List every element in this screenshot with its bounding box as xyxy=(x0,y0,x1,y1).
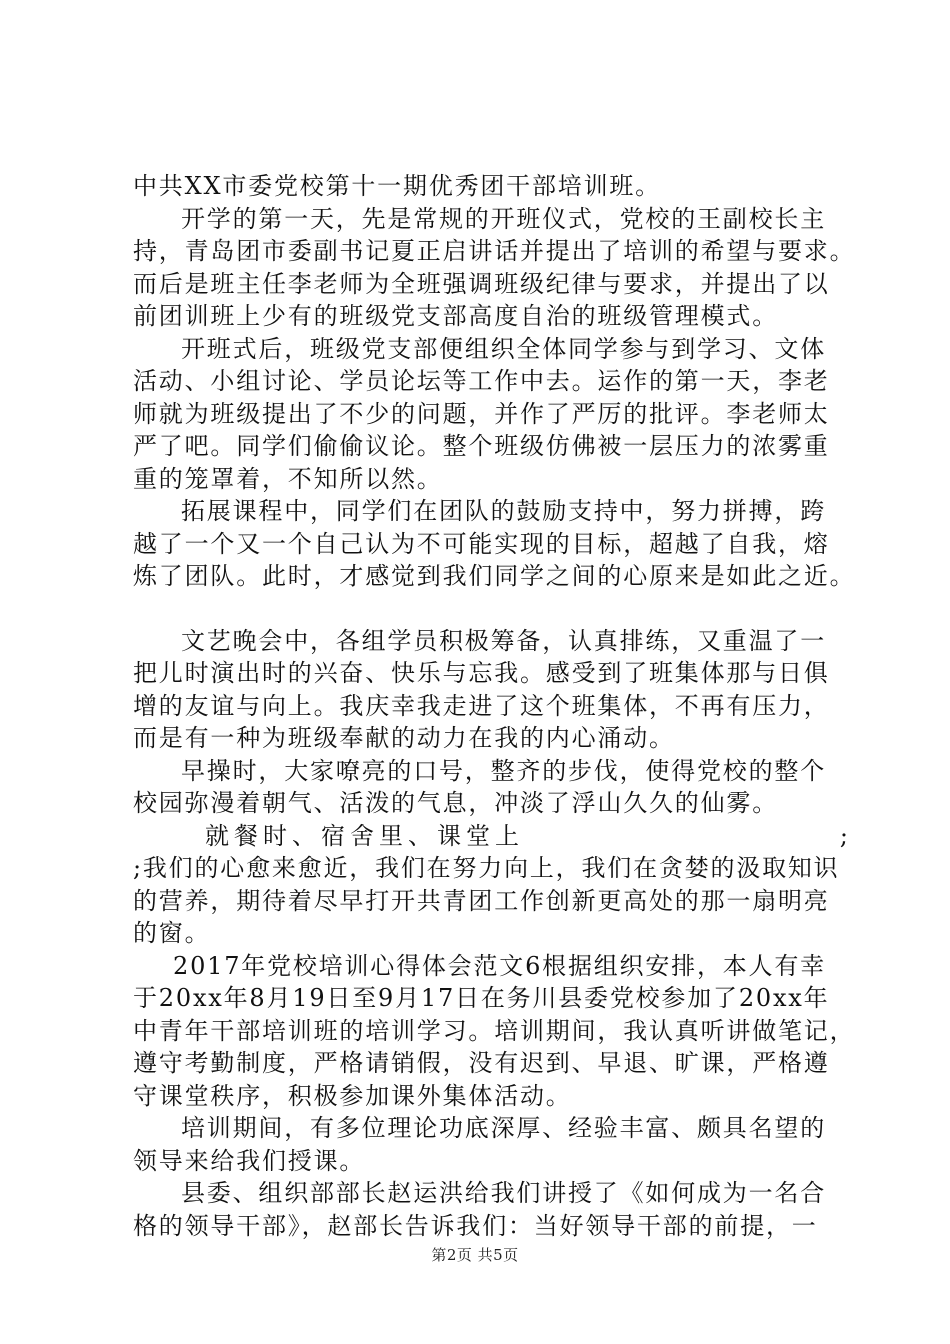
text-line: 县委、组织部部长赵运洪给我们讲授了《如何成为一名合 xyxy=(181,1179,826,1207)
text-line: 严了吧。同学们偷偷议论。整个班级仿佛被一层压力的浓雾重 xyxy=(133,432,830,460)
text-line: 师就为班级提出了不少的问题，并作了严厉的批评。李老师太 xyxy=(133,399,830,428)
text-line: 持，青岛团市委副书记夏正启讲话并提出了培训的希望与要求。 xyxy=(133,237,856,265)
page-number-footer: 第2页 共5页 xyxy=(431,1246,519,1264)
text-line: 中青年干部培训班的培训学习。培训期间，我认真听讲做笔记， xyxy=(133,1016,856,1045)
text-line: 前团训班上少有的班级党支部高度自治的班级管理模式。 xyxy=(133,302,778,330)
text-line: 重的笼罩着，不知所以然。 xyxy=(133,464,443,493)
text-line: 早操时，大家嘹亮的口号，整齐的步伐，使得党校的整个 xyxy=(181,756,826,785)
text-line: 而是有一种为班级奉献的动力在我的内心涌动。 xyxy=(133,724,675,752)
paragraph-gap xyxy=(133,593,853,625)
text-line: 2017年党校培训心得体会范文6根据组织安排，本人有幸 xyxy=(173,951,826,980)
text-segment: ; xyxy=(839,821,853,850)
text-line: 的营养，期待着尽早打开共青团工作创新更高处的那一扇明亮 xyxy=(133,886,830,915)
text-line: 越了一个又一个自己认为不可能实现的目标，超越了自我，熔 xyxy=(133,529,830,558)
document-body xyxy=(133,170,856,1242)
text-line: 炼了团队。此时，才感觉到我们同学之间的心原来是如此之近。 xyxy=(133,562,856,590)
text-line: 把儿时演出时的兴奋、快乐与忘我。感受到了班集体那与日俱 xyxy=(133,659,830,687)
text-line: 拓展课程中，同学们在团队的鼓励支持中，努力拼搏，跨 xyxy=(181,497,826,525)
text-line: 开班式后，班级党支部便组织全体同学参与到学习、文体 xyxy=(181,334,826,363)
text-line: 开学的第一天，先是常规的开班仪式，党校的王副校长主 xyxy=(181,204,826,233)
text-line: 格的领导干部》，赵部长告诉我们：当好领导干部的前提，一 xyxy=(133,1211,818,1240)
text-line: 的窗。 xyxy=(133,919,211,947)
text-line-spread xyxy=(133,820,853,853)
text-segment: 就餐时、宿舍里、课堂上 xyxy=(205,821,524,850)
text-line: 守课堂秩序，积极参加课外集体活动。 xyxy=(133,1081,572,1110)
text-line: 遵守考勤制度，严格请销假，没有迟到、早退、旷课，严格遵 xyxy=(133,1049,830,1077)
text-line: 培训期间，有多位理论功底深厚、经验丰富、颇具名望的 xyxy=(181,1114,826,1142)
text-line: 于20xx年8月19日至9月17日在务川县委党校参加了20xx年 xyxy=(133,984,830,1012)
text-line: 领导来给我们授课。 xyxy=(133,1146,366,1175)
text-line: 中共XX市委党校第十一期优秀团干部培训班。 xyxy=(133,172,661,200)
text-line: 活动、小组讨论、学员论坛等工作中去。运作的第一天，李老 xyxy=(133,367,830,395)
text-line: 增的友谊与向上。我庆幸我走进了这个班集体，不再有压力， xyxy=(133,691,830,720)
text-line: ;我们的心愈来愈近，我们在努力向上，我们在贪婪的汲取知识 xyxy=(133,854,840,882)
text-line: 校园弥漫着朝气、活泼的气息，冲淡了浮山久久的仙雾。 xyxy=(133,789,778,817)
text-line: 文艺晚会中，各组学员积极筹备，认真排练，又重温了一 xyxy=(181,626,826,655)
text-line: 而后是班主任李老师为全班强调班级纪律与要求，并提出了以 xyxy=(133,269,830,298)
